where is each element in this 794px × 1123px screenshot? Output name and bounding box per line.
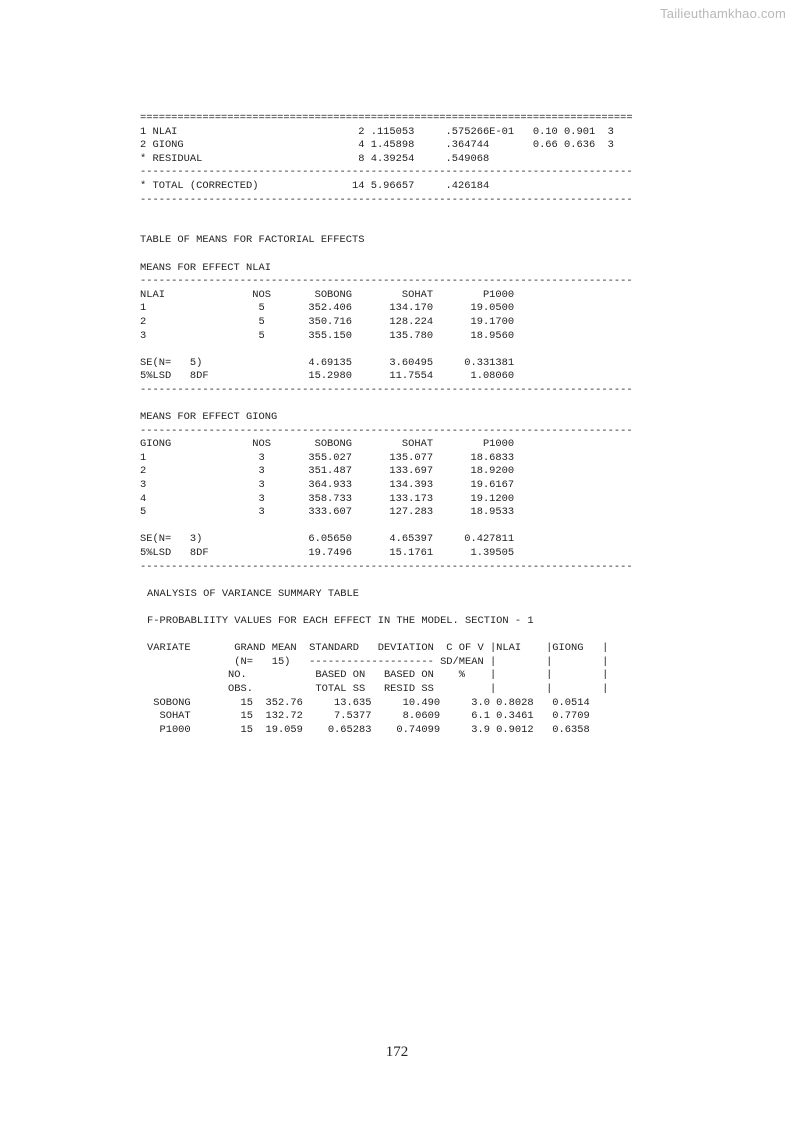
lsd-row: 5%LSD 8DF 15.2980 11.7554 1.08060 [140,370,515,383]
table-row: 1 3 355.027 135.077 18.6833 [140,451,515,464]
table-rule: =============================================================================== [140,112,633,124]
summary-row: P1000 15 19.059 0.65283 0.74099 3.9 0.9012 0.6358 [147,723,590,736]
table-row: 4 3 358.733 133.173 19.1200 [140,492,515,505]
table-row: 2 5 350.716 128.224 19.1700 [140,315,515,328]
table-rule: ------------------------------------------------------------------------------- [140,424,633,437]
summary-subtitle: F-PROBABLIITY VALUES FOR EACH EFFECT IN THE MODEL. SECTION - 1 [147,614,534,627]
table-row: 3 5 355.150 135.780 18.9560 [140,329,515,342]
summary-header: (N= 15) -------------------- SD/MEAN | | | [147,655,609,668]
summary-row: SOHAT 15 132.72 7.5377 8.0609 6.1 0.3461 0.7709 [147,710,590,723]
summary-row: SOBONG 15 352.76 13.635 10.490 3.0 0.8028 0.0514 [147,696,590,709]
table-row: 2 3 351.487 133.697 18.9200 [140,465,515,478]
table-rule: ------------------------------------------------------------------------------- [140,383,633,396]
summary-header: OBS. TOTAL SS RESID SS | | | [147,682,609,695]
table-header: NLAI NOS SOBONG SOHAT P1000 [140,288,515,301]
summary-header: VARIATE GRAND MEAN STANDARD DEVIATION C OF V |NLAI |GIONG | [147,642,609,655]
table-row: 5 3 333.607 127.283 18.9533 [140,506,515,519]
anova-summary-block [147,588,700,738]
table-row: 3 3 364.933 134.393 19.6167 [140,479,515,492]
page-number: 172 [385,1044,409,1060]
anova-table [140,112,700,207]
means-title: TABLE OF MEANS FOR FACTORIAL EFFECTS [140,234,365,247]
lsd-row: 5%LSD 8DF 19.7496 15.1761 1.39505 [140,547,515,559]
table-rule: ------------------------------------------------------------------------------- [140,166,633,179]
table-rule: ------------------------------------------------------------------------------- [140,275,633,288]
section-heading: MEANS FOR EFFECT NLAI [140,261,271,274]
section-heading: MEANS FOR EFFECT GIONG [140,411,278,424]
table-header: GIONG NOS SOBONG SOHAT P1000 [140,438,515,451]
table-row: 1 5 352.406 134.170 19.0500 [140,302,515,315]
watermark-text: Tailieuthamkhao.com [660,6,786,21]
anova-total-row: * TOTAL (CORRECTED) 14 5.96657 .426184 [140,179,490,192]
document-body [140,112,700,737]
se-row: SE(N= 5) 4.69135 3.60495 0.331381 [140,356,515,369]
table-rule: ------------------------------------------------------------------------------- [140,193,633,206]
anova-row: * RESIDUAL 8 4.39254 .549068 [140,152,490,165]
nlai-means-block [140,262,700,398]
anova-row: 2 GIONG 4 1.45898 .364744 0.66 0.636 3 [140,139,614,152]
giong-means-block [140,411,700,574]
table-rule: ------------------------------------------------------------------------------- [140,560,633,573]
se-row: SE(N= 3) 6.05650 4.65397 0.427811 [140,533,515,546]
anova-row: 1 NLAI 2 .115053 .575266E-01 0.10 0.901 3 [140,125,614,138]
summary-title: ANALYSIS OF VARIANCE SUMMARY TABLE [147,587,360,600]
summary-header: NO. BASED ON BASED ON % | | | [147,669,609,682]
